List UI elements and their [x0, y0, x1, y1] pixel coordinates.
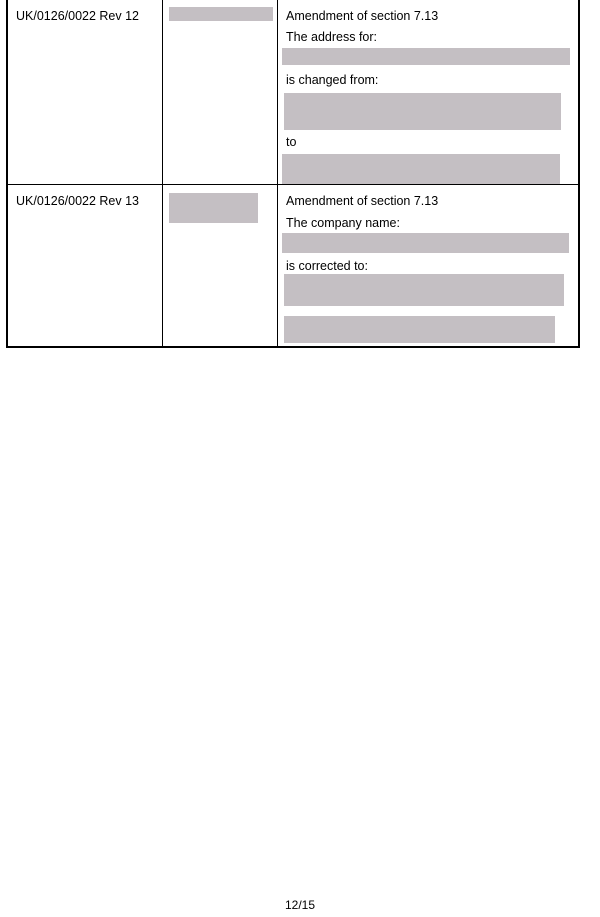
redacted-block	[282, 48, 570, 65]
page-number: 12/15	[284, 898, 316, 912]
amendment-heading: Amendment of section 7.13	[286, 9, 439, 23]
amendment-text: is corrected to:	[286, 259, 368, 273]
row-reference: UK/0126/0022 Rev 12	[16, 9, 140, 23]
column-divider	[277, 0, 278, 346]
redacted-block	[284, 316, 555, 343]
redacted-block	[282, 154, 560, 184]
redacted-block	[284, 274, 564, 306]
redacted-block	[284, 93, 561, 130]
row-reference: UK/0126/0022 Rev 13	[16, 194, 140, 208]
amendment-text: The company name:	[286, 216, 400, 230]
column-divider	[162, 0, 163, 346]
amendment-text: to	[286, 135, 297, 149]
amendments-table	[6, 0, 580, 348]
amendment-text: is changed from:	[286, 73, 379, 87]
redacted-block	[169, 193, 258, 223]
row-divider	[8, 184, 578, 185]
redacted-block	[169, 7, 273, 21]
amendment-heading: Amendment of section 7.13	[286, 194, 439, 208]
amendment-text: The address for:	[286, 30, 378, 44]
redacted-block	[282, 233, 569, 253]
